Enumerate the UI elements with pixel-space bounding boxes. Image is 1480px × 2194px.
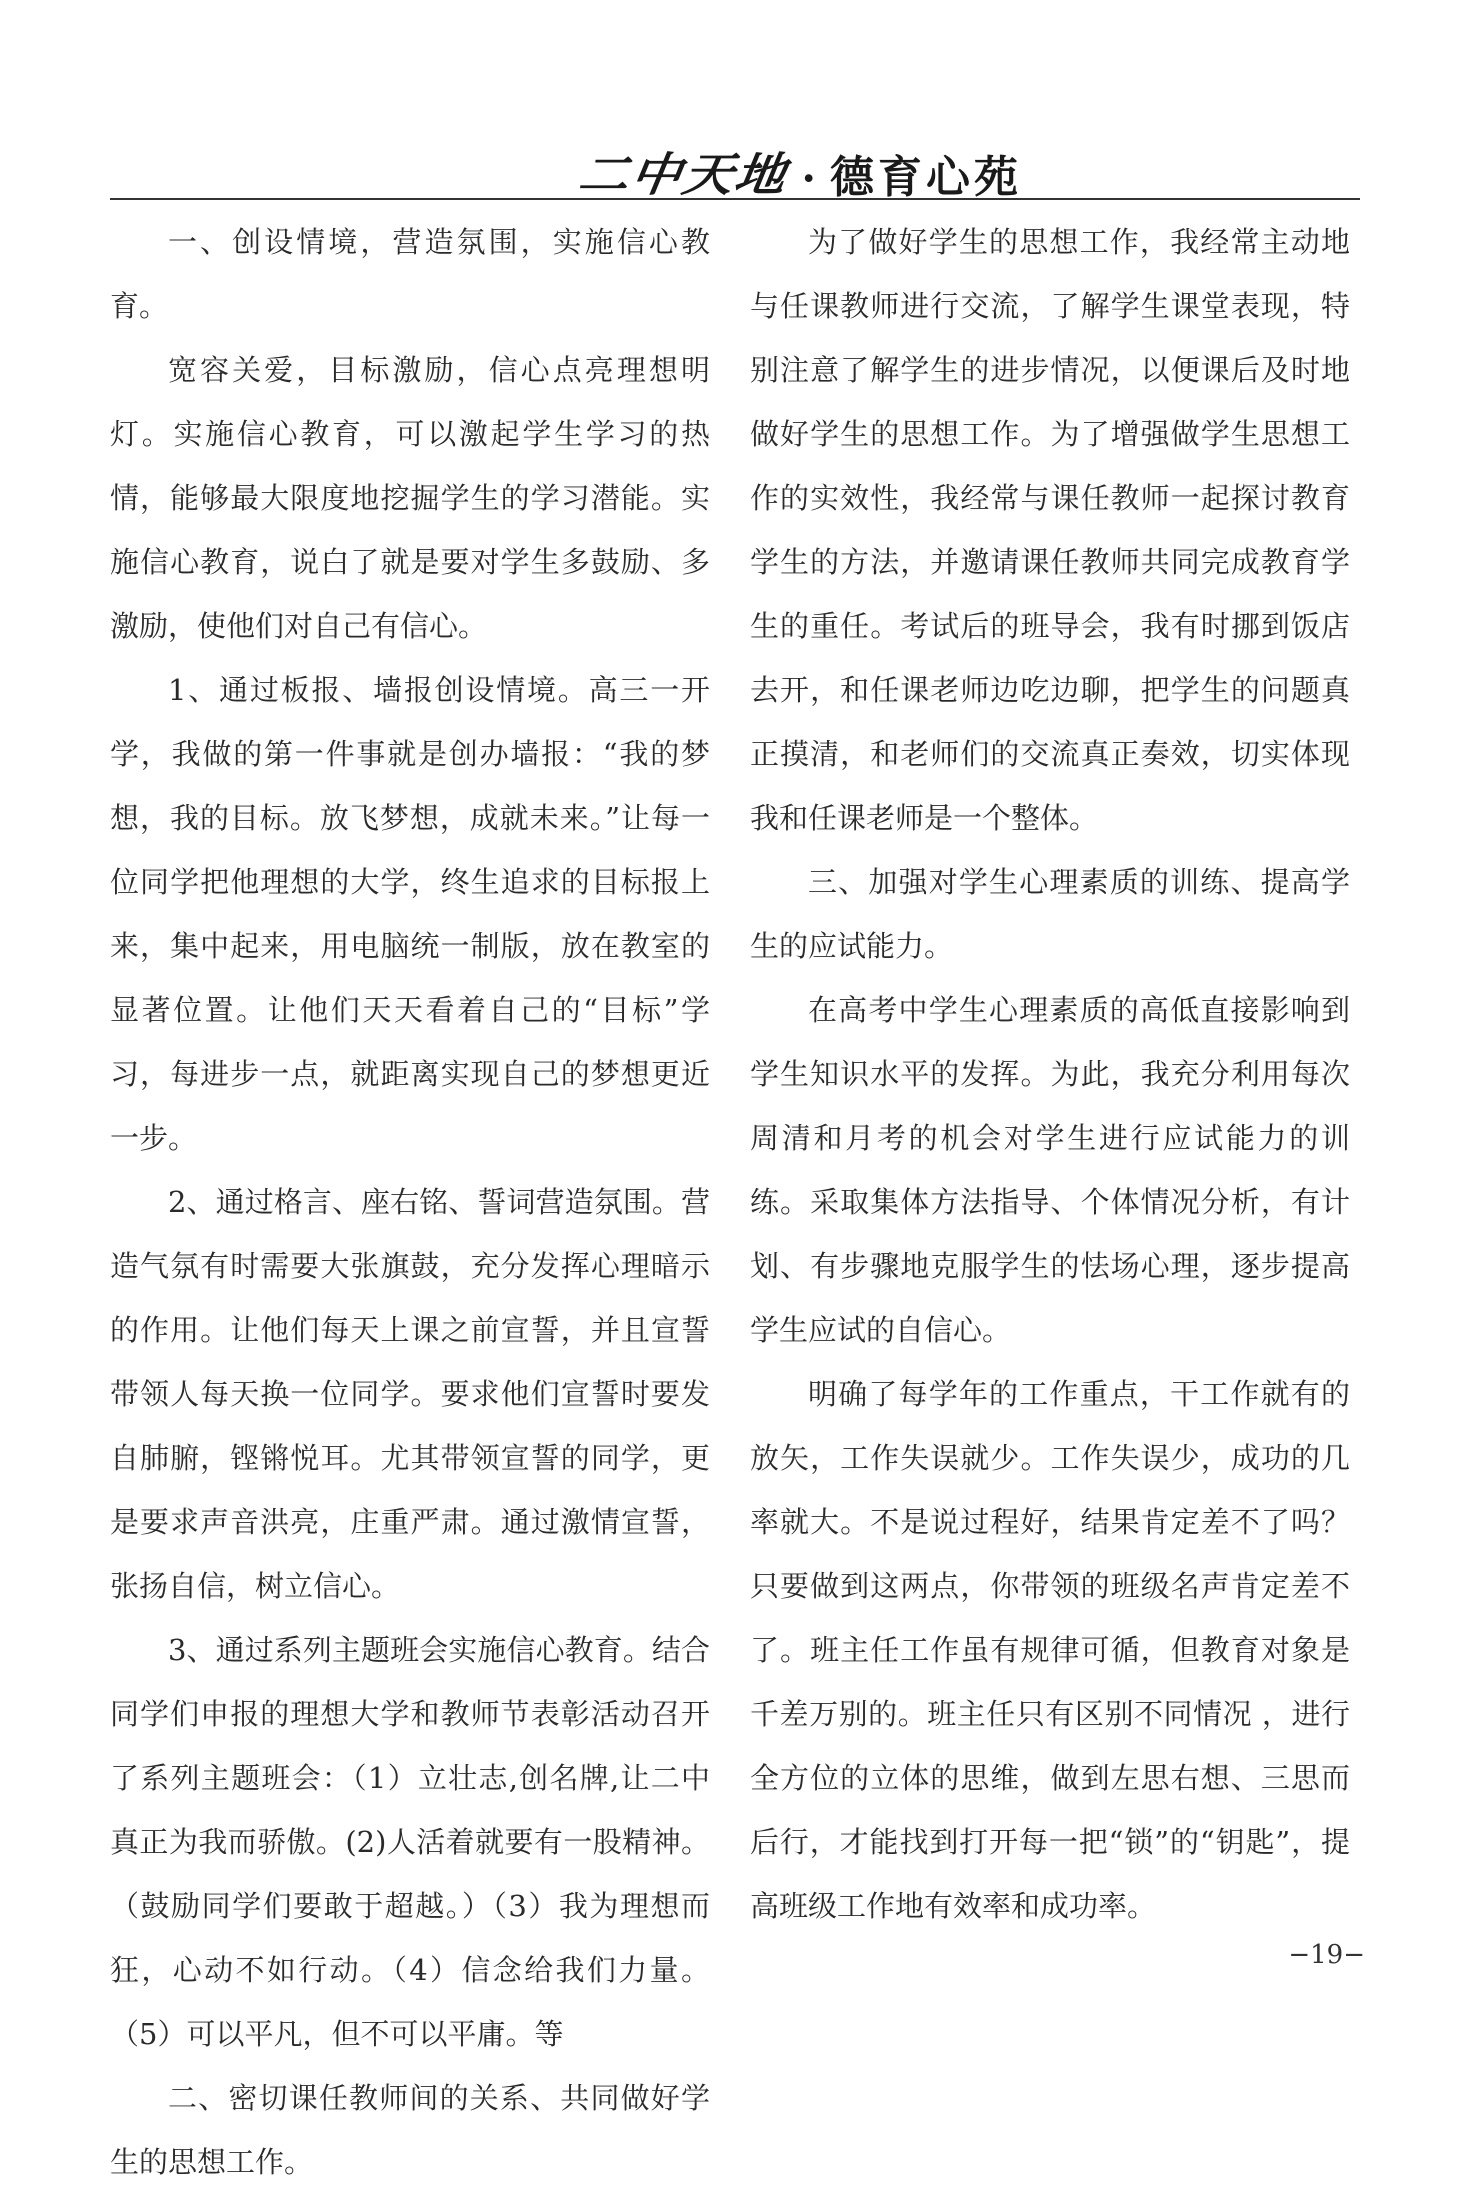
paragraph: 二、密切课任教师间的关系、共同做好学生的思想工作。 xyxy=(110,2081,710,2179)
paragraph: 在高考中学生心理素质的高低直接影响到学生知识水平的发挥。为此，我充分利用每次周清和月考的机会对学生进行应试能力的训练。采取集体方法指导、个体情况分析，有计划、有步骤地克服学生的怯场心理，逐步提高学生应试的自信心。 xyxy=(750,993,1350,1347)
running-header xyxy=(110,128,1360,203)
header-section-title: 德育心苑 xyxy=(830,152,1022,203)
left-column xyxy=(110,210,710,2194)
paragraph: 2、通过格言、座右铭、誓词营造氛围。营造气氛有时需要大张旗鼓，充分发挥心理暗示的作用。让他们每天上课之前宣誓，并且宣誓带领人每天换一位同学。要求他们宣誓时要发自肺腑，铿锵悦耳。尤其带领宣誓的同学，更是要求声音洪亮，庄重严肃。通过激情宣誓，张扬自信，树立信心。 xyxy=(110,1185,710,1603)
paragraph: 宽容关爱，目标激励，信心点亮理想明灯。实施信心教育，可以激起学生学习的热情，能够最大限度地挖掘学生的学习潜能。实施信心教育，说白了就是要对学生多鼓励、多激励，使他们对自己有信心。 xyxy=(110,353,710,643)
paragraph: 1、通过板报、墙报创设情境。高三一开学，我做的第一件事就是创办墙报：“我的梦想，我的目标。放飞梦想，成就未来。”让每一位同学把他理想的大学，终生追求的目标报上来，集中起来，用电脑统一制版，放在教室的显著位置。让他们天天看着自己的“目标”学习，每进步一点，就距离实现自己的梦想更近一步。 xyxy=(110,673,710,1155)
header-brand: 二中天地 xyxy=(575,147,792,202)
paragraph: 为了做好学生的思想工作，我经常主动地与任课教师进行交流，了解学生课堂表现，特别注意了解学生的进步情况，以便课后及时地做好学生的思想工作。为了增强做学生思想工作的实效性，我经常与课任教师一起探讨教育学生的方法，并邀请课任教师共同完成教育学生的重任。考试后的班导会，我有时挪到饭店去开，和任课老师边吃边聊，把学生的问题真正摸清，和老师们的交流真正奏效，切实体现我和任课老师是一个整体。 xyxy=(750,225,1350,835)
header-separator: · xyxy=(801,154,816,203)
paragraph: 三、加强对学生心理素质的训练、提高学生的应试能力。 xyxy=(750,865,1350,963)
header-rule xyxy=(110,198,1360,200)
right-column xyxy=(750,210,1350,1938)
paragraph: 3、通过系列主题班会实施信心教育。结合同学们申报的理想大学和教师节表彰活动召开了系列主题班会：（1）立壮志,创名牌,让二中真正为我而骄傲。(2)人活着就要有一股精神。（鼓励同学们要敢于超越。）（3）我为理想而狂，心动不如行动。（4）信念给我们力量。（5）可以平凡，但不可以平庸。等 xyxy=(110,1633,710,2051)
page-number: −19− xyxy=(1288,1940,1365,1970)
paragraph: 明确了每学年的工作重点，干工作就有的放矢，工作失误就少。工作失误少，成功的几率就大。不是说过程好，结果肯定差不了吗？只要做到这两点，你带领的班级名声肯定差不了。班主任工作虽有规律可循，但教育对象是千差万别的。班主任只有区别不同情况 ，进行全方位的立体的思维，做到左思右想、三思而后行，才能找到打开每一把“锁”的“钥匙”，提高班级工作地有效率和成功率。 xyxy=(750,1377,1350,1923)
paragraph: 一、创设情境，营造氛围，实施信心教育。 xyxy=(110,225,710,323)
